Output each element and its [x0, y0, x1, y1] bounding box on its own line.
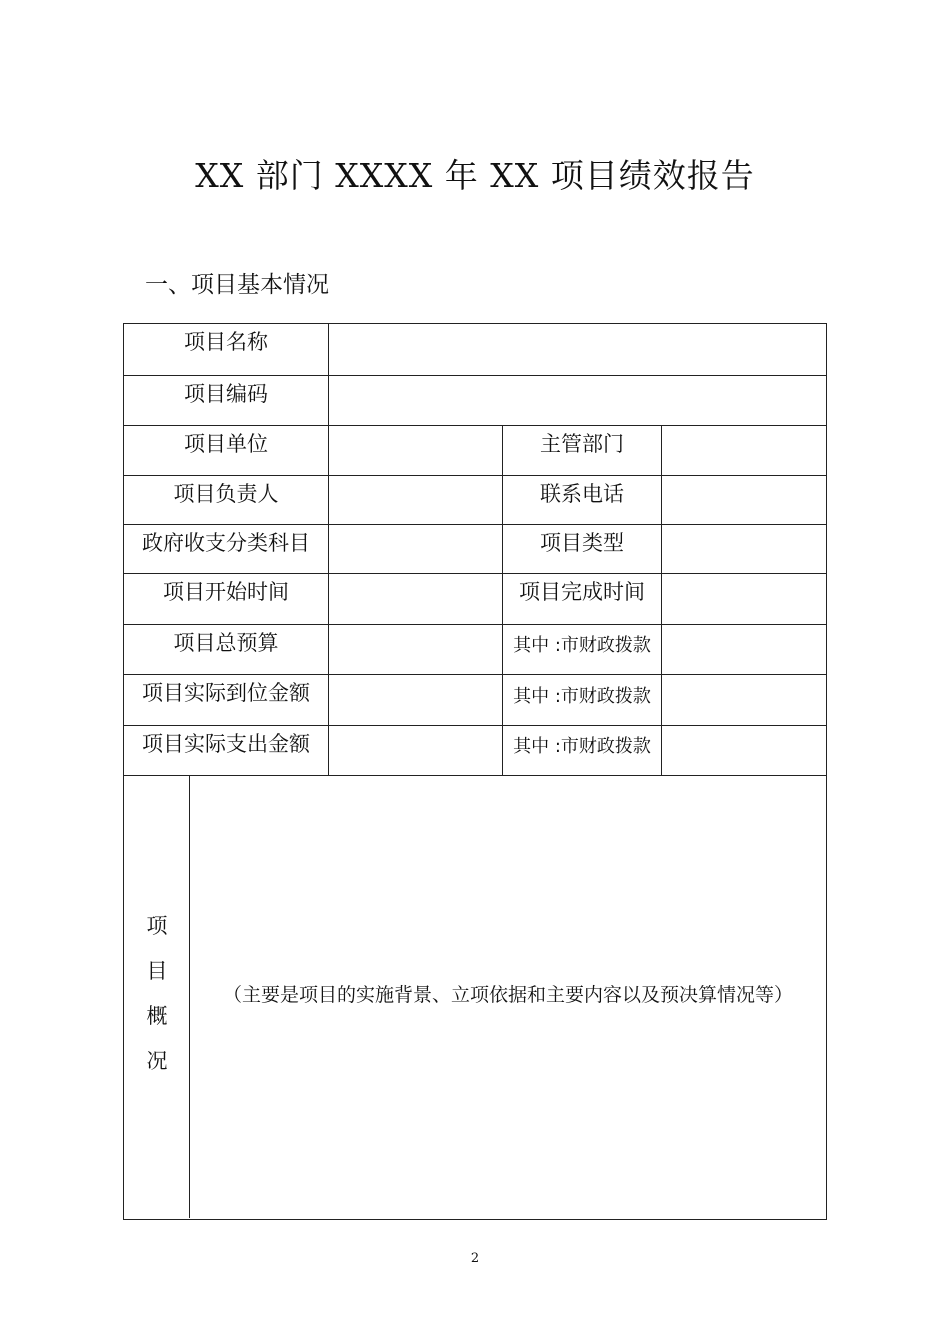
document-title: XX 部门 XXXX 年 XX 项目绩效报告	[195, 156, 755, 195]
project-code-value[interactable]	[329, 376, 825, 425]
overview-label-char: 项	[146, 914, 168, 938]
actual-spent-label: 项目实际支出金额	[142, 732, 310, 756]
project-code-label: 项目编码	[184, 382, 268, 406]
project-unit-value[interactable]	[329, 426, 502, 475]
city-fund-value[interactable]	[662, 625, 825, 674]
project-name-value[interactable]	[329, 324, 825, 375]
overview-label-char: 目	[146, 959, 168, 983]
actual-funded-value[interactable]	[329, 675, 502, 725]
start-time-value[interactable]	[329, 574, 502, 624]
page-number: 2	[470, 1251, 480, 1266]
project-leader-value[interactable]	[329, 476, 502, 524]
row-divider	[123, 775, 826, 776]
project-type-value[interactable]	[662, 525, 825, 573]
supervising-dept-label: 主管部门	[540, 432, 624, 456]
actual-funded-label: 项目实际到位金额	[142, 681, 310, 705]
overview-label	[124, 904, 190, 1084]
contact-phone-label: 联系电话	[540, 482, 624, 506]
section-heading: 一、项目基本情况	[145, 272, 329, 298]
contact-phone-value[interactable]	[662, 476, 825, 524]
supervising-dept-value[interactable]	[662, 426, 825, 475]
total-budget-value[interactable]	[329, 625, 502, 674]
project-leader-label: 项目负责人	[173, 482, 279, 506]
completion-time-value[interactable]	[662, 574, 825, 624]
project-unit-label: 项目单位	[184, 432, 268, 456]
gov-category-value[interactable]	[329, 525, 502, 573]
project-name-label: 项目名称	[184, 330, 268, 354]
start-time-label: 项目开始时间	[163, 580, 289, 604]
city-fund-value[interactable]	[662, 675, 825, 725]
city-fund-label: 其中 :市财政拨款	[513, 635, 651, 656]
overview-label-char: 况	[146, 1049, 168, 1073]
gov-category-label: 政府收支分类科目	[142, 531, 310, 555]
city-fund-label: 其中 :市财政拨款	[513, 736, 651, 757]
completion-time-label: 项目完成时间	[519, 580, 645, 604]
overview-label-char: 概	[146, 1004, 168, 1028]
project-type-label: 项目类型	[540, 531, 624, 555]
city-fund-label: 其中 :市财政拨款	[513, 686, 651, 707]
actual-spent-value[interactable]	[329, 726, 502, 775]
total-budget-label: 项目总预算	[173, 631, 279, 655]
overview-note[interactable]: （主要是项目的实施背景、立项依据和主要内容以及预决算情况等）	[222, 984, 793, 1006]
city-fund-value[interactable]	[662, 726, 825, 775]
